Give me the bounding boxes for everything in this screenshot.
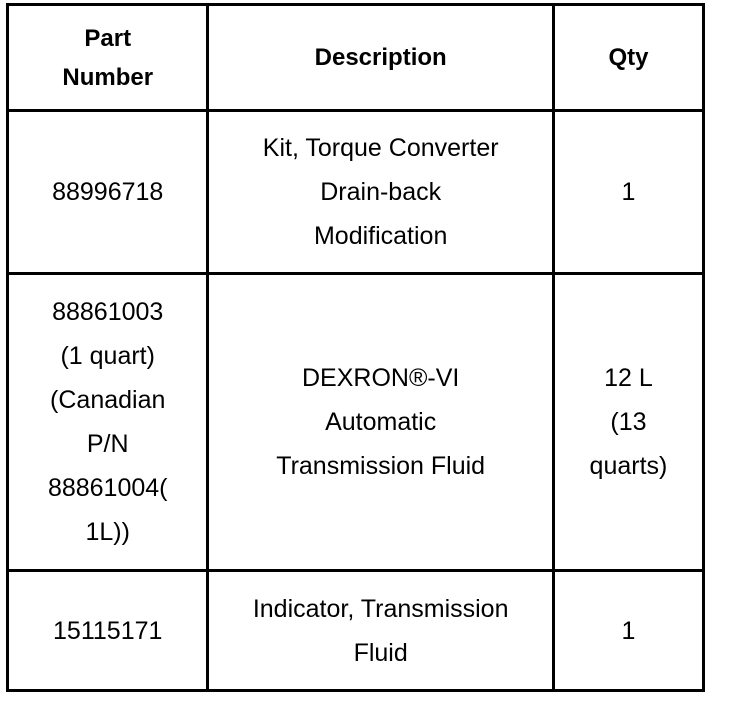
cell-part-number [8,571,208,691]
cell-description [208,273,553,571]
table-row [8,111,704,274]
cell-description [208,111,553,274]
description-value: DEXRON®-VI Automatic Transmission Fluid [276,364,486,481]
cell-qty [553,273,703,571]
cell-part-number [8,111,208,274]
header-description [208,5,553,111]
cell-qty [553,571,703,691]
part-number-value: 88861003 (1 quart) (Canadian P/N 88861004( 1L)) [47,298,168,547]
header-part-number-label: Part Number [62,24,154,91]
table-row [8,273,704,571]
part-number-value: 88996718 [52,177,164,206]
cell-description [208,571,553,691]
table-header-row [8,5,704,111]
header-description-label: Description [314,44,447,71]
header-qty-label: Qty [608,44,649,71]
qty-value: 1 [621,616,636,645]
description-value: Kit, Torque Converter Drain-back Modification [262,133,499,250]
qty-value: 12 L (13 quarts) [589,364,668,481]
header-qty [553,5,703,111]
cell-qty [553,111,703,274]
cell-part-number [8,273,208,571]
table-row [8,571,704,691]
header-part-number [8,5,208,111]
parts-table [6,3,705,692]
description-value: Indicator, Transmission Fluid [252,594,509,667]
qty-value: 1 [621,177,636,206]
part-number-value: 15115171 [53,616,163,645]
